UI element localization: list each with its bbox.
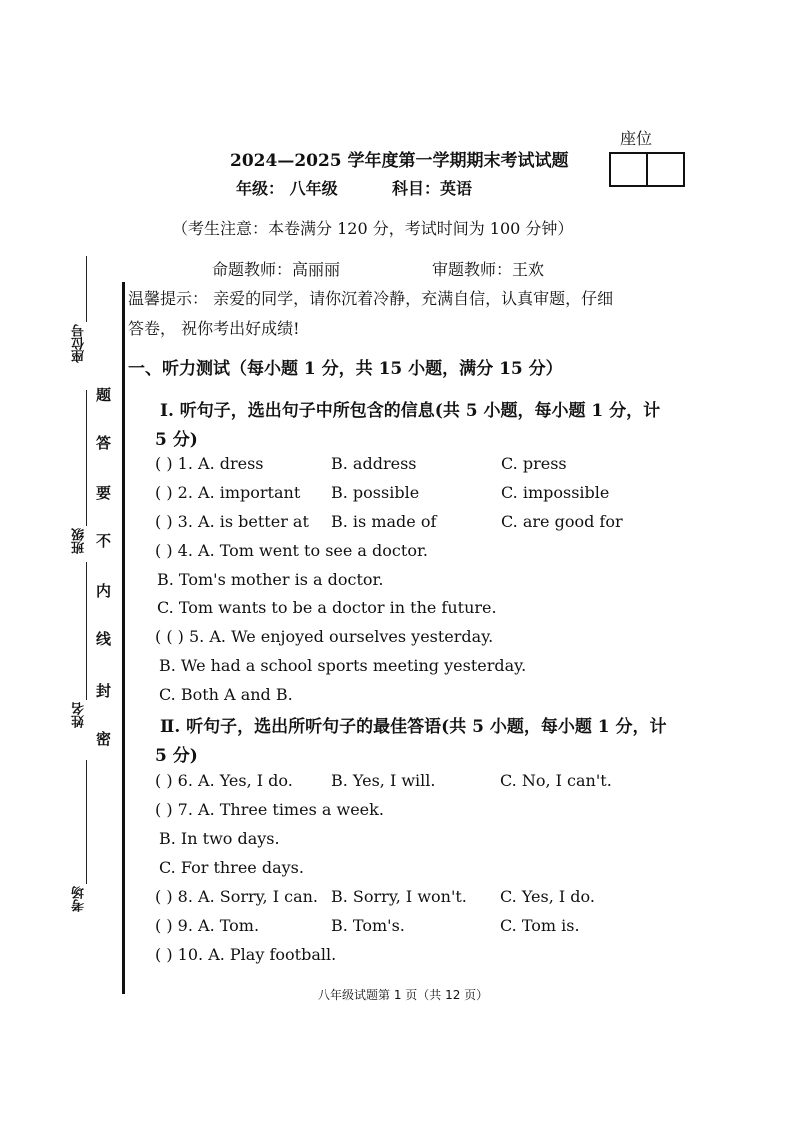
exam-title: 2024—2025 学年度第一学期期末考试试题	[230, 151, 569, 171]
question-1-stem: ( ) 1. A. dress	[155, 454, 264, 473]
seal-char: 不	[96, 532, 112, 550]
seat-box-cell	[611, 154, 646, 185]
question-1-option-c: C. press	[501, 454, 567, 473]
seal-char: 要	[96, 484, 112, 502]
name-blank	[86, 562, 87, 700]
question-6-option-b: B. Yes, I will.	[331, 771, 436, 790]
seal-char: 线	[96, 630, 112, 648]
question-5-option-c: C. Both A and B.	[159, 685, 293, 704]
class-label: 班级	[72, 528, 87, 554]
tip-line-1: 温馨提示： 亲爱的同学，请你沉着冷静，充满自信，认真审题，仔细	[128, 289, 614, 308]
tip-line-2: 答卷， 祝你考出好成绩!	[128, 319, 300, 338]
part1-title-cont: 5 分)	[155, 430, 198, 450]
question-6-option-c: C. No, I can't.	[500, 771, 612, 790]
part2-title: Ⅱ. 听句子，选出所听句子的最佳答语(共 5 小题，每小题 1 分，计	[160, 717, 667, 737]
question-7-option-b: B. In two days.	[159, 829, 280, 848]
reviewer-teacher: 审题教师：王欢	[432, 260, 545, 279]
seal-char: 内	[96, 582, 112, 600]
seat-number-box	[609, 152, 685, 187]
question-7-option-c: C. For three days.	[159, 858, 304, 877]
question-2-stem: ( ) 2. A. important	[155, 483, 301, 502]
exam-room-blank	[86, 760, 87, 884]
seat-no-blank	[86, 256, 87, 322]
question-4-stem: ( ) 4. A. Tom went to see a doctor.	[155, 541, 428, 560]
question-1-option-b: B. address	[331, 454, 417, 473]
question-5-option-b: B. We had a school sports meeting yesterday.	[159, 656, 527, 675]
seat-no-label: 座位号	[72, 324, 87, 363]
part2-title-cont: 5 分)	[155, 746, 198, 766]
exam-room-label: 考场	[72, 886, 87, 912]
section-title: 一、听力测试（每小题 1 分，共 15 小题，满分 15 分）	[128, 359, 563, 379]
subject-label: 科目：英语	[392, 179, 473, 198]
question-8-stem: ( ) 8. A. Sorry, I can.	[155, 887, 319, 906]
question-9-option-b: B. Tom's.	[331, 916, 405, 935]
seal-char: 答	[96, 434, 112, 452]
question-7-stem: ( ) 7. A. Three times a week.	[155, 800, 384, 819]
part1-title: Ⅰ. 听句子，选出句子中所包含的信息(共 5 小题，每小题 1 分，计	[160, 401, 661, 421]
question-4-option-b: B. Tom's mother is a doctor.	[157, 570, 384, 589]
binding-line	[122, 282, 125, 994]
question-5-stem: ( ( ) 5. A. We enjoyed ourselves yesterday.	[155, 627, 494, 646]
exam-notice: （考生注意：本卷满分 120 分，考试时间为 100 分钟）	[172, 219, 574, 238]
question-9-stem: ( ) 9. A. Tom.	[155, 916, 260, 935]
question-2-option-b: B. possible	[331, 483, 420, 502]
question-6-stem: ( ) 6. A. Yes, I do.	[155, 771, 293, 790]
question-8-option-c: C. Yes, I do.	[500, 887, 595, 906]
page-footer: 八年级试题第 1 页（共 12 页）	[318, 988, 489, 1002]
name-label: 姓名	[72, 702, 87, 728]
question-8-option-b: B. Sorry, I won't.	[331, 887, 467, 906]
grade-label: 年级： 八年级	[236, 179, 338, 198]
question-4-option-c: C. Tom wants to be a doctor in the future.	[157, 598, 497, 617]
seal-char: 题	[96, 386, 112, 404]
question-3-stem: ( ) 3. A. is better at	[155, 512, 309, 531]
seal-char: 封	[96, 682, 112, 700]
question-2-option-c: C. impossible	[501, 483, 610, 502]
seat-label: 座位	[620, 129, 653, 148]
seat-box-cell	[646, 154, 683, 185]
class-blank	[86, 390, 87, 526]
question-3-option-c: C. are good for	[501, 512, 623, 531]
question-9-option-c: C. Tom is.	[500, 916, 580, 935]
seal-char: 密	[96, 730, 112, 748]
question-10-stem: ( ) 10. A. Play football.	[155, 945, 337, 964]
setter-teacher: 命题教师：高丽丽	[212, 260, 341, 279]
question-3-option-b: B. is made of	[331, 512, 437, 531]
